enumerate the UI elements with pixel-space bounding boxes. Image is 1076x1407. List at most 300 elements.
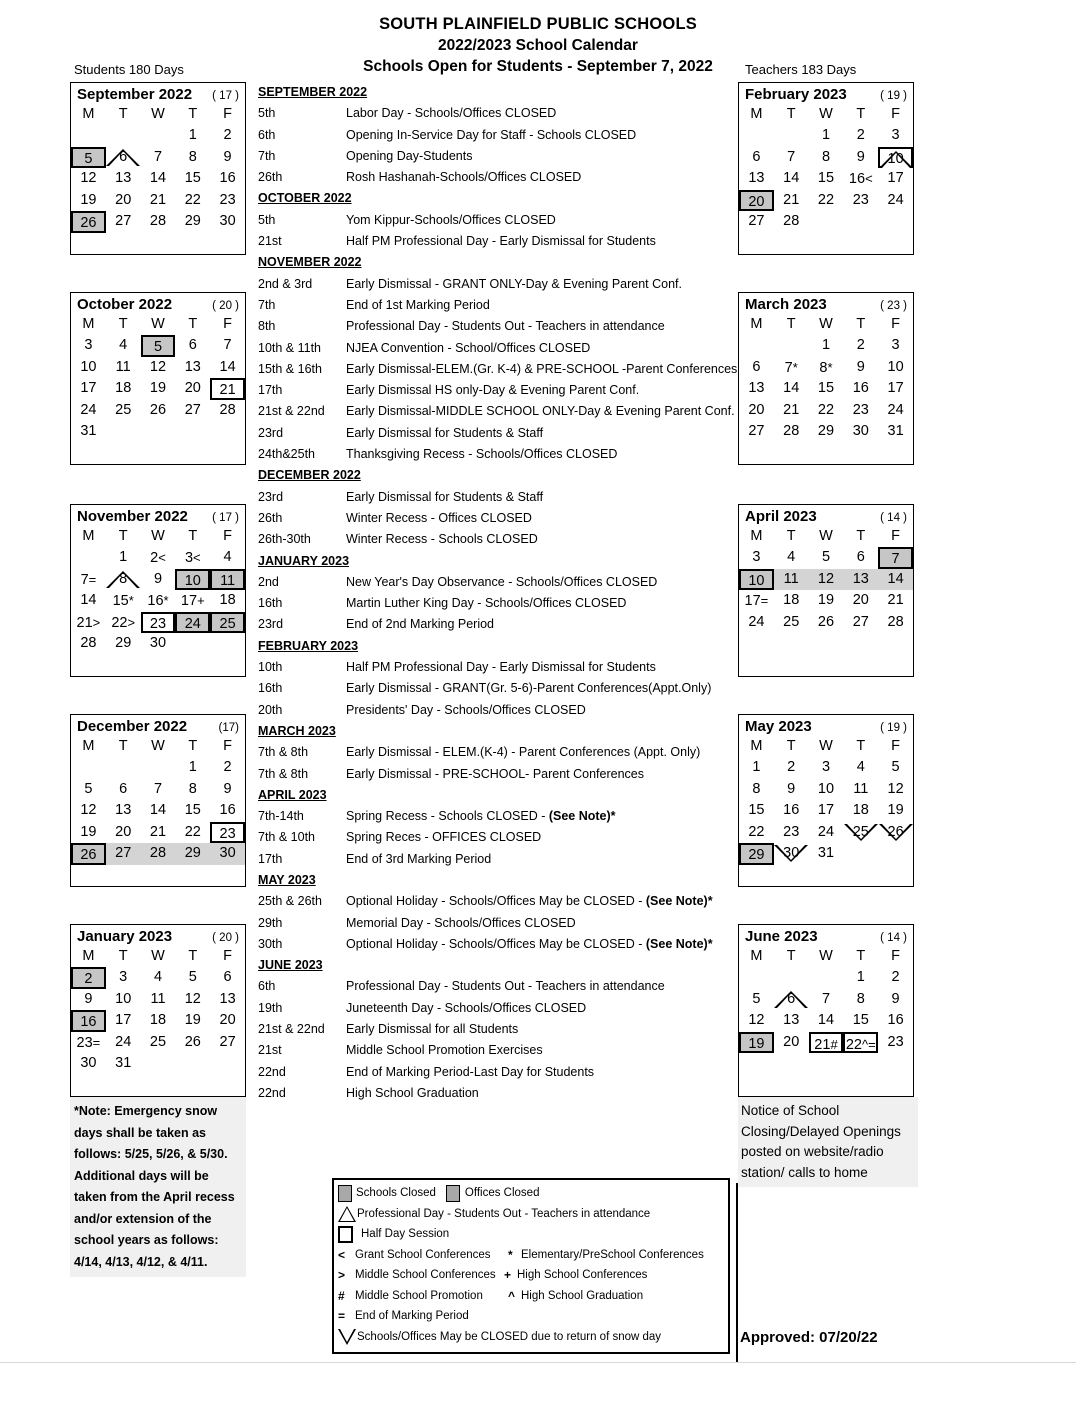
- day-cell[interactable]: [210, 190, 245, 212]
- day-cell[interactable]: [210, 125, 245, 147]
- day-cell[interactable]: [71, 400, 106, 422]
- day-cell[interactable]: [843, 421, 878, 443]
- day-number: 10: [887, 150, 904, 167]
- day-cell[interactable]: [71, 421, 106, 443]
- day-cell-inner: [106, 757, 141, 779]
- day-cell[interactable]: [106, 822, 141, 844]
- day-cell[interactable]: [210, 779, 245, 801]
- month-april-2023: [738, 504, 914, 677]
- day-cell-inner: [141, 569, 176, 591]
- day-cell[interactable]: [809, 1032, 844, 1054]
- event-row: [258, 849, 728, 870]
- day-cell[interactable]: [175, 967, 210, 989]
- day-cell[interactable]: [739, 211, 774, 233]
- day-cell[interactable]: [774, 590, 809, 612]
- day-cell[interactable]: [210, 590, 245, 612]
- day-cell[interactable]: [71, 1032, 106, 1054]
- day-number: 2: [223, 759, 232, 775]
- day-cell[interactable]: [878, 547, 913, 569]
- day-cell[interactable]: [809, 547, 844, 569]
- day-cell[interactable]: [809, 1010, 844, 1032]
- day-cell[interactable]: [106, 378, 141, 400]
- day-cell[interactable]: [739, 1032, 774, 1054]
- event-description-note: (See Note)*: [645, 936, 713, 951]
- day-cell[interactable]: [106, 800, 141, 822]
- day-cell[interactable]: [71, 1010, 106, 1032]
- day-cell-inner: [71, 757, 106, 779]
- day-cell[interactable]: [843, 590, 878, 612]
- day-number: 3: [84, 337, 93, 353]
- day-cell[interactable]: [878, 335, 913, 357]
- day-cell[interactable]: [141, 779, 176, 801]
- event-description-text: Early Dismissal for Students & Staff: [346, 489, 544, 504]
- day-cell[interactable]: [774, 757, 809, 779]
- day-cell[interactable]: [106, 190, 141, 212]
- day-cell[interactable]: [175, 612, 210, 634]
- day-cell[interactable]: [141, 800, 176, 822]
- day-cell-inner: [739, 865, 774, 887]
- day-cell[interactable]: [106, 547, 141, 569]
- day-cell[interactable]: [809, 168, 844, 190]
- day-cell[interactable]: [809, 378, 844, 400]
- day-marker-symbol: =: [92, 1034, 101, 1050]
- day-cell[interactable]: [141, 547, 176, 569]
- day-cell[interactable]: [739, 800, 774, 822]
- day-cell[interactable]: [843, 1010, 878, 1032]
- day-cell-inner: [843, 190, 878, 212]
- day-cell[interactable]: [809, 612, 844, 634]
- event-row: [258, 359, 738, 380]
- day-cell[interactable]: [739, 378, 774, 400]
- day-cell[interactable]: [175, 800, 210, 822]
- day-cell[interactable]: [175, 147, 210, 169]
- day-cell[interactable]: [739, 421, 774, 443]
- day-cell[interactable]: [774, 800, 809, 822]
- day-cell[interactable]: [739, 590, 774, 612]
- day-cell[interactable]: [878, 757, 913, 779]
- event-description: [346, 700, 728, 721]
- day-cell-inner: [739, 1032, 774, 1054]
- day-cell[interactable]: [843, 800, 878, 822]
- day-cell[interactable]: [878, 168, 913, 190]
- empty-cell: [106, 1075, 141, 1097]
- event-description-text: Early Dismissal for all Students: [346, 1022, 519, 1037]
- day-cell[interactable]: [843, 779, 878, 801]
- day-cell[interactable]: [843, 569, 878, 591]
- day-cell[interactable]: [175, 125, 210, 147]
- event-description-text: End of 1st Marking Period: [346, 297, 490, 312]
- empty-cell: [878, 1075, 913, 1097]
- day-cell[interactable]: [878, 357, 913, 379]
- day-cell[interactable]: [175, 400, 210, 422]
- day-cell-inner: [106, 211, 141, 233]
- day-cell[interactable]: [843, 378, 878, 400]
- day-cell[interactable]: [106, 569, 141, 591]
- day-cell[interactable]: [878, 779, 913, 801]
- event-description: [346, 103, 728, 124]
- day-cell[interactable]: [739, 569, 774, 591]
- day-cell[interactable]: [739, 547, 774, 569]
- month-name: October 2022: [77, 296, 173, 313]
- weekday-header: W: [819, 528, 833, 544]
- day-cell[interactable]: [878, 378, 913, 400]
- weekday-header: F: [891, 106, 901, 122]
- day-cell[interactable]: [774, 400, 809, 422]
- day-cell-inner: [774, 590, 809, 612]
- day-cell[interactable]: [210, 147, 245, 169]
- day-cell-inner: [210, 1075, 245, 1097]
- day-cell[interactable]: [210, 547, 245, 569]
- day-cell[interactable]: [141, 569, 176, 591]
- day-cell[interactable]: [843, 547, 878, 569]
- day-cell[interactable]: [141, 190, 176, 212]
- day-cell[interactable]: [71, 612, 106, 634]
- week-row: [71, 800, 245, 822]
- day-cell[interactable]: [878, 190, 913, 212]
- empty-cell: [175, 655, 210, 677]
- day-cell[interactable]: [141, 843, 176, 865]
- day-cell[interactable]: [141, 1010, 176, 1032]
- day-cell[interactable]: [175, 1010, 210, 1032]
- day-cell[interactable]: [141, 633, 176, 655]
- day-cell[interactable]: [878, 1010, 913, 1032]
- day-cell[interactable]: [739, 822, 774, 844]
- day-cell[interactable]: [106, 168, 141, 190]
- day-cell[interactable]: [71, 211, 106, 233]
- event-description-text: Thanksgiving Recess - Schools/Offices CLOSED: [346, 447, 618, 462]
- day-cell[interactable]: [71, 1053, 106, 1075]
- day-cell-inner: [141, 822, 176, 844]
- event-date: 29th: [258, 915, 283, 930]
- day-cell[interactable]: [774, 378, 809, 400]
- day-cell[interactable]: [809, 125, 844, 147]
- day-cell[interactable]: [106, 335, 141, 357]
- day-cell[interactable]: [809, 822, 844, 844]
- day-cell-inner: [878, 989, 913, 1011]
- day-cell[interactable]: [774, 547, 809, 569]
- day-cell[interactable]: [739, 400, 774, 422]
- day-cell[interactable]: [141, 400, 176, 422]
- day-cell[interactable]: [141, 822, 176, 844]
- day-cell-inner: [71, 547, 106, 569]
- day-cell[interactable]: [106, 357, 141, 379]
- day-cell[interactable]: [71, 357, 106, 379]
- day-cell[interactable]: [71, 633, 106, 655]
- day-cell[interactable]: [210, 967, 245, 989]
- day-cell[interactable]: [878, 1032, 913, 1054]
- day-cell[interactable]: [843, 147, 878, 169]
- day-cell[interactable]: [71, 378, 106, 400]
- day-cell[interactable]: [141, 357, 176, 379]
- month-title-row: [739, 507, 913, 526]
- day-cell[interactable]: [106, 590, 141, 612]
- day-cell-inner: [210, 147, 245, 169]
- legend-row-middle-conf: [338, 1265, 724, 1286]
- weekday-header: T: [188, 316, 198, 332]
- day-cell[interactable]: [878, 590, 913, 612]
- day-cell[interactable]: [739, 779, 774, 801]
- event-month-heading: APRIL 2023: [258, 787, 327, 802]
- day-cell[interactable]: [774, 612, 809, 634]
- weekday-header: T: [786, 948, 796, 964]
- day-cell[interactable]: [175, 757, 210, 779]
- day-cell[interactable]: [809, 147, 844, 169]
- day-cell[interactable]: [809, 569, 844, 591]
- day-cell[interactable]: [809, 335, 844, 357]
- day-number: 14: [149, 170, 167, 186]
- day-cell[interactable]: [106, 633, 141, 655]
- day-cell[interactable]: [774, 1032, 809, 1054]
- day-cell[interactable]: [843, 1032, 878, 1054]
- day-cell[interactable]: [878, 822, 913, 844]
- month-may-2023: [738, 714, 914, 887]
- day-cell[interactable]: [878, 967, 913, 989]
- day-cell[interactable]: [843, 125, 878, 147]
- day-cell[interactable]: [106, 1053, 141, 1075]
- day-cell-inner: [175, 989, 210, 1011]
- day-cell[interactable]: [175, 569, 210, 591]
- day-cell[interactable]: [71, 989, 106, 1011]
- day-cell[interactable]: [71, 800, 106, 822]
- day-cell[interactable]: [843, 357, 878, 379]
- day-cell[interactable]: [809, 400, 844, 422]
- day-cell[interactable]: [106, 779, 141, 801]
- day-cell[interactable]: [141, 168, 176, 190]
- day-cell[interactable]: [878, 569, 913, 591]
- day-cell[interactable]: [809, 843, 844, 865]
- day-cell[interactable]: [739, 757, 774, 779]
- day-cell-inner: [106, 335, 141, 357]
- day-cell[interactable]: [739, 1010, 774, 1032]
- day-cell[interactable]: [809, 989, 844, 1011]
- day-cell[interactable]: [175, 1032, 210, 1054]
- day-cell[interactable]: [106, 1010, 141, 1032]
- day-cell[interactable]: [843, 612, 878, 634]
- day-cell[interactable]: [106, 211, 141, 233]
- day-cell[interactable]: [739, 147, 774, 169]
- day-cell[interactable]: [774, 1010, 809, 1032]
- event-row: [258, 572, 728, 593]
- day-cell-inner: [878, 843, 913, 865]
- day-number: 6: [856, 549, 865, 565]
- day-cell[interactable]: [210, 211, 245, 233]
- day-cell[interactable]: [175, 989, 210, 1011]
- day-cell[interactable]: [210, 757, 245, 779]
- day-cell[interactable]: [210, 1010, 245, 1032]
- day-cell[interactable]: [809, 800, 844, 822]
- day-cell[interactable]: [843, 989, 878, 1011]
- day-cell[interactable]: [71, 569, 106, 591]
- day-cell[interactable]: [210, 843, 245, 865]
- day-cell[interactable]: [878, 612, 913, 634]
- day-cell[interactable]: [141, 612, 176, 634]
- day-cell[interactable]: [210, 168, 245, 190]
- day-cell[interactable]: [843, 335, 878, 357]
- day-cell[interactable]: [774, 211, 809, 233]
- day-cell[interactable]: [71, 779, 106, 801]
- day-cell[interactable]: [210, 1032, 245, 1054]
- day-cell[interactable]: [878, 800, 913, 822]
- day-cell-inner: [878, 421, 913, 443]
- day-cell-inner: [774, 421, 809, 443]
- day-cell[interactable]: [175, 843, 210, 865]
- day-cell[interactable]: [141, 211, 176, 233]
- day-cell[interactable]: [141, 147, 176, 169]
- event-description: [346, 913, 728, 934]
- day-cell[interactable]: [843, 168, 878, 190]
- week-row: [71, 233, 245, 255]
- day-cell[interactable]: [809, 590, 844, 612]
- day-cell[interactable]: [774, 168, 809, 190]
- day-cell[interactable]: [175, 590, 210, 612]
- day-cell[interactable]: [71, 335, 106, 357]
- day-cell[interactable]: [843, 757, 878, 779]
- event-row: [258, 167, 728, 188]
- day-cell[interactable]: [878, 125, 913, 147]
- calendar-grid: [739, 314, 913, 464]
- day-cell[interactable]: [106, 612, 141, 634]
- day-cell[interactable]: [774, 989, 809, 1011]
- day-cell[interactable]: [210, 989, 245, 1011]
- day-cell[interactable]: [71, 190, 106, 212]
- empty-cell: [71, 757, 106, 779]
- empty-cell: [210, 633, 245, 655]
- day-cell[interactable]: [843, 190, 878, 212]
- day-cell[interactable]: [739, 168, 774, 190]
- day-cell-inner: [774, 547, 809, 569]
- day-cell-inner: [106, 1010, 141, 1032]
- day-cell[interactable]: [175, 335, 210, 357]
- day-cell[interactable]: [774, 569, 809, 591]
- day-cell[interactable]: [106, 1032, 141, 1054]
- day-cell[interactable]: [878, 400, 913, 422]
- day-cell-inner: [843, 125, 878, 147]
- day-cell[interactable]: [210, 800, 245, 822]
- day-cell[interactable]: [141, 335, 176, 357]
- day-cell[interactable]: [141, 1032, 176, 1054]
- day-cell[interactable]: [175, 378, 210, 400]
- day-cell[interactable]: [739, 190, 774, 212]
- day-cell-inner: [774, 800, 809, 822]
- event-description-text: NJEA Convention - School/Offices CLOSED: [346, 340, 591, 355]
- day-cell-inner: [878, 378, 913, 400]
- day-number: 28: [149, 213, 167, 229]
- event-description: [346, 401, 735, 422]
- day-number: 2: [856, 337, 865, 353]
- day-cell[interactable]: [774, 822, 809, 844]
- event-description-text: Half PM Professional Day - Early Dismissal for Students: [346, 234, 656, 249]
- day-cell[interactable]: [843, 967, 878, 989]
- day-cell[interactable]: [739, 989, 774, 1011]
- day-cell[interactable]: [106, 400, 141, 422]
- day-cell[interactable]: [210, 569, 245, 591]
- day-cell[interactable]: [106, 989, 141, 1011]
- day-cell[interactable]: [106, 147, 141, 169]
- day-cell[interactable]: [210, 400, 245, 422]
- week-row: [71, 843, 245, 865]
- day-cell[interactable]: [210, 335, 245, 357]
- day-cell-inner: [141, 1053, 176, 1075]
- event-date: 10th & 11th: [258, 340, 322, 355]
- day-cell[interactable]: [175, 547, 210, 569]
- day-cell[interactable]: [774, 357, 809, 379]
- day-cell[interactable]: [739, 357, 774, 379]
- day-cell[interactable]: [71, 967, 106, 989]
- event-description-text: Opening In-Service Day for Staff - Schools CLOSED: [346, 127, 637, 142]
- day-cell-inner: [739, 421, 774, 443]
- day-cell[interactable]: [774, 843, 809, 865]
- day-cell-inner: [774, 1075, 809, 1097]
- day-number: 18: [783, 592, 800, 608]
- day-cell[interactable]: [210, 357, 245, 379]
- event-month-heading: NOVEMBER 2022: [258, 255, 362, 270]
- day-cell[interactable]: [774, 190, 809, 212]
- schools-closed-swatch-icon: [338, 1185, 352, 1202]
- day-cell[interactable]: [71, 590, 106, 612]
- day-cell[interactable]: [175, 190, 210, 212]
- day-cell[interactable]: [141, 967, 176, 989]
- day-cell-inner: [175, 1053, 210, 1075]
- day-cell[interactable]: [141, 590, 176, 612]
- day-cell[interactable]: [175, 357, 210, 379]
- day-cell-inner: [106, 800, 141, 822]
- day-cell[interactable]: [878, 421, 913, 443]
- day-cell[interactable]: [175, 779, 210, 801]
- day-cell[interactable]: [843, 400, 878, 422]
- day-cell[interactable]: [106, 843, 141, 865]
- day-cell[interactable]: [843, 822, 878, 844]
- day-cell[interactable]: [175, 822, 210, 844]
- day-cell[interactable]: [739, 612, 774, 634]
- day-number: 10: [817, 780, 835, 797]
- day-cell[interactable]: [71, 168, 106, 190]
- day-cell[interactable]: [210, 612, 245, 634]
- day-cell[interactable]: [774, 779, 809, 801]
- week-row: [739, 357, 913, 379]
- day-cell[interactable]: [71, 147, 106, 169]
- day-cell[interactable]: [739, 843, 774, 865]
- day-cell[interactable]: [175, 211, 210, 233]
- day-cell[interactable]: [141, 989, 176, 1011]
- day-cell[interactable]: [175, 168, 210, 190]
- day-number: 9: [856, 148, 865, 165]
- day-cell[interactable]: [878, 147, 913, 169]
- day-cell[interactable]: [809, 190, 844, 212]
- day-number: 17: [887, 170, 904, 186]
- day-cell[interactable]: [809, 357, 844, 379]
- day-number: 14: [887, 570, 904, 587]
- day-cell[interactable]: [71, 822, 106, 844]
- day-cell[interactable]: [878, 989, 913, 1011]
- day-cell[interactable]: [809, 421, 844, 443]
- day-cell[interactable]: [210, 822, 245, 844]
- day-cell[interactable]: [71, 843, 106, 865]
- day-cell-inner: [210, 233, 245, 255]
- day-cell[interactable]: [210, 378, 245, 400]
- day-cell[interactable]: [774, 421, 809, 443]
- week-row: [739, 400, 913, 422]
- day-cell-inner: [809, 779, 844, 801]
- day-cell[interactable]: [141, 378, 176, 400]
- day-cell-inner: [210, 168, 245, 190]
- day-number: 24: [887, 191, 904, 208]
- day-cell[interactable]: [809, 757, 844, 779]
- month-school-day-count: (17): [218, 722, 239, 734]
- day-cell[interactable]: [809, 779, 844, 801]
- day-cell[interactable]: [774, 147, 809, 169]
- event-date: 2nd & 3rd: [258, 276, 313, 291]
- day-cell[interactable]: [106, 967, 141, 989]
